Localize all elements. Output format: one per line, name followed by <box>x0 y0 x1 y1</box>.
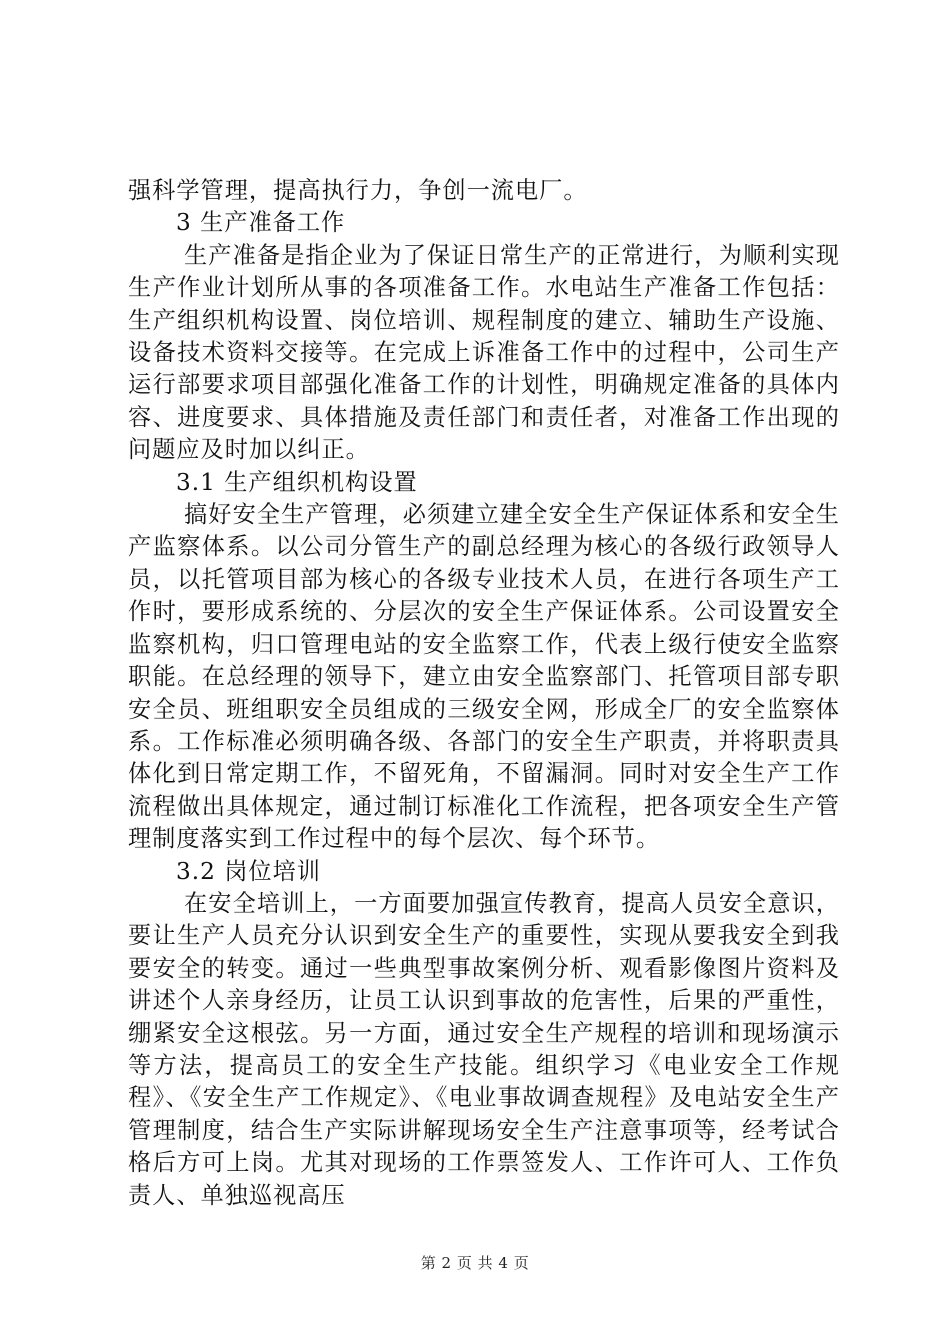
section-heading-3: 3 生产准备工作 <box>176 209 346 237</box>
paragraph-organization-setup: 搞好安全生产管理，必须建立建全安全生产保证体系和安全生产监察体系。以公司分管生产的副总经理为核心的各级行政领导人员，以托管项目部为核心的各级专业技术人员，在进行各项生产工作时，要形成系统的、分层次的安全生产保证体系。公司设置安全监察机构，归口管理电站的安全监察工作，代表上级行使安全监察职能。在总经理的领导下，建立由安全监察部门、托管项目部专职安全员、班组职安全员组成的三级安全网，形成全厂的安全监察体系。工作标准必须明确各级、各部门的安全生产职责，并将职责具体化到日常定期工作，不留死角，不留漏洞。同时对安全生产工作流程做出具体规定，通过制订标准化工作流程，把各项安全生产管理制度落实到工作过程中的每个层次、每个环节。 <box>128 501 840 853</box>
document-body <box>128 175 840 1212</box>
section-heading-3-1: 3.1 生产组织机构设置 <box>176 468 418 496</box>
paragraph-continued: 强科学管理，提高执行力，争创一流电厂。 <box>128 177 588 204</box>
section-heading-3-2: 3.2 岗位培训 <box>176 857 321 885</box>
paragraph-job-training: 在安全培训上，一方面要加强宣传教育，提高人员安全意识，要让生产人员充分认识到安全生产的重要性，实现从要我安全到我要安全的转变。通过一些典型事故案例分析、观看影像图片资料及讲述个人亲身经历，让员工认识到事故的危害性，后果的严重性，绷紧安全这根弦。另一方面，通过安全生产规程的培训和现场演示等方法，提高员工的安全生产技能。组织学习《电业安全工作规程》、《安全生产工作规定》、《电业事故调查规程》及电站安全生产管理制度，结合生产实际讲解现场安全生产注意事项等，经考试合格后方可上岗。尤其对现场的工作票签发人、工作许可人、工作负责人、单独巡视高压 <box>128 889 840 1209</box>
page-footer: 第 2 页 共 4 页 <box>420 1254 530 1272</box>
paragraph-production-preparation: 生产准备是指企业为了保证日常生产的正常进行，为顺利实现生产作业计划所从事的各项准备工作。水电站生产准备工作包括：生产组织机构设置、岗位培训、规程制度的建立、辅助生产设施、设备技术资料交接等。在完成上诉准备工作中的过程中，公司生产运行部要求项目部强化准备工作的计划性，明确规定准备的具体内容、进度要求、具体措施及责任部门和责任者，对准备工作出现的问题应及时加以纠正。 <box>128 241 840 464</box>
